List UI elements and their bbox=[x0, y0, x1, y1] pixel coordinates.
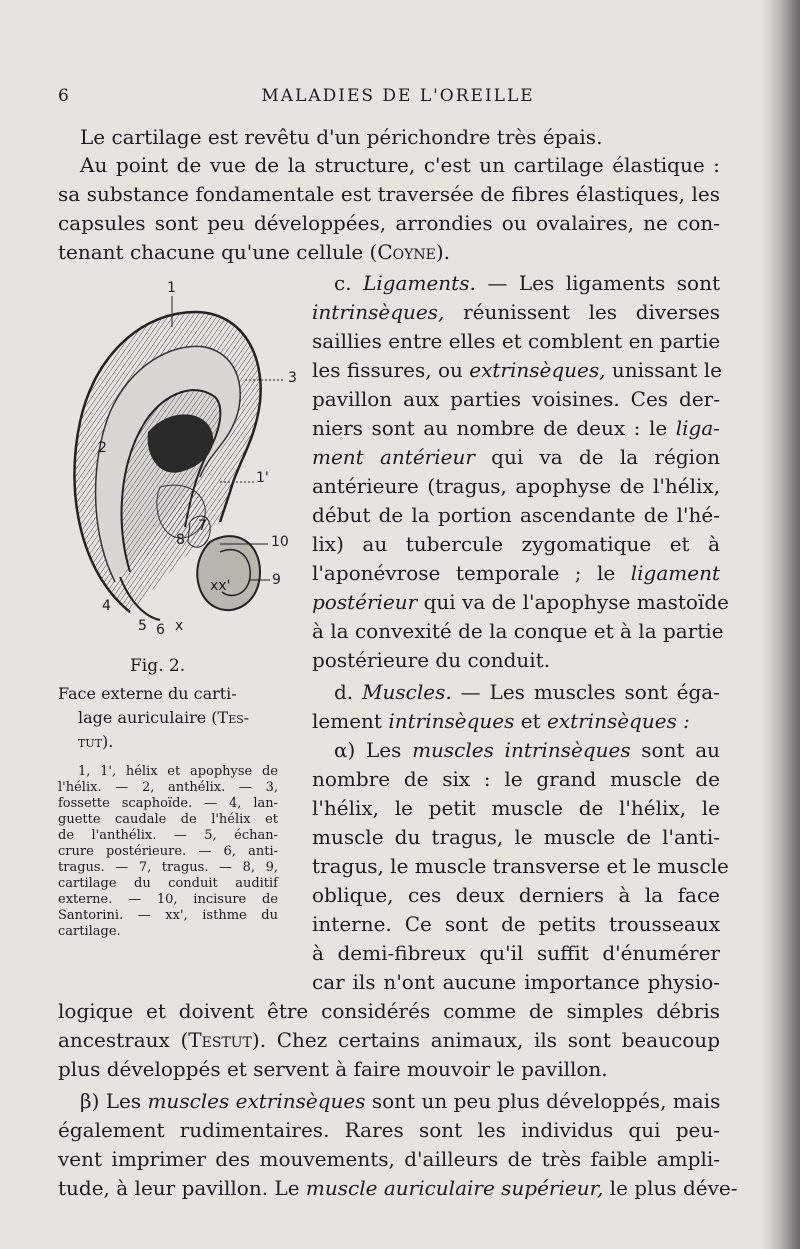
text-line: à la convexité de la conque et à la partie bbox=[312, 619, 724, 643]
text-line: Au point de vue de la structure, c'est un cartilage élastique : bbox=[80, 153, 720, 177]
running-title: MALADIES DE L'OREILLE bbox=[261, 86, 535, 106]
text-line: lement intrinsèques et extrinsèques : bbox=[312, 709, 690, 733]
text-line: ancestraux (Testut). Chez certains animaux, ils sont beaucoup bbox=[58, 1028, 720, 1052]
figure-label: 2 bbox=[98, 440, 107, 456]
figure-label: 3 bbox=[288, 370, 297, 386]
text-line: capsules sont peu développées, arrondies ou ovalaires, ne con- bbox=[58, 211, 720, 235]
figure-label: 9 bbox=[272, 572, 281, 588]
text-line: postérieur qui va de l'apophyse mastoïde bbox=[312, 590, 729, 614]
figure-label: 7 bbox=[198, 518, 207, 534]
text-line: antérieure (tragus, apophyse de l'hélix, bbox=[312, 474, 720, 498]
text-line: tragus, le muscle transverse et le muscle bbox=[312, 854, 729, 878]
book-spine-shadow bbox=[762, 0, 800, 1249]
text-line: nombre de six : le grand muscle de bbox=[312, 767, 720, 791]
figure-label: xx' bbox=[210, 578, 231, 594]
text-line: début de la portion ascendante de l'hé- bbox=[312, 503, 720, 527]
figure-legend-line: fossette scaphoïde. — 4, lan- bbox=[58, 796, 278, 811]
figure-label: 1 bbox=[167, 280, 176, 296]
text-line: interne. Ce sont de petits trousseaux bbox=[312, 912, 720, 936]
text-line: β) Les muscles extrinsèques sont un peu plus développés, mais bbox=[80, 1089, 721, 1113]
text-line: plus développés et servent à faire mouvoir le pavillon. bbox=[58, 1057, 608, 1081]
text-line: également rudimentaires. Rares sont les individus qui peu- bbox=[58, 1118, 720, 1142]
text-line: intrinsèques, réunissent les diverses bbox=[312, 300, 720, 324]
ear-cartilage-figure bbox=[60, 282, 310, 662]
text-line: tude, à leur pavillon. Le muscle auriculaire supérieur, le plus déve- bbox=[58, 1176, 738, 1200]
figure-legend-line: tragus. — 7, tragus. — 8, 9, bbox=[58, 860, 278, 875]
text-line: l'hélix, le petit muscle de l'hélix, le bbox=[312, 796, 720, 820]
figure-label: 1' bbox=[256, 470, 269, 486]
figure-legend-line: cartilage du conduit auditif bbox=[58, 876, 278, 891]
figure-caption: lage auriculaire (Tes- bbox=[78, 708, 250, 727]
text-line: à demi-fibreux qu'il suffit d'énumérer bbox=[312, 941, 720, 965]
text-line: c. Ligaments. — Les ligaments sont bbox=[334, 271, 720, 295]
figure-label: 5 bbox=[138, 618, 147, 634]
text-line: d. Muscles. — Les muscles sont éga- bbox=[334, 680, 720, 704]
text-line: Le cartilage est revêtu d'un périchondre très épais. bbox=[80, 125, 603, 149]
figure-label: 10 bbox=[271, 534, 289, 550]
figure-legend-line: de l'anthélix. — 5, échan- bbox=[58, 828, 278, 843]
figure-legend-line: externe. — 10, incisure de bbox=[58, 892, 278, 907]
text-line: postérieure du conduit. bbox=[312, 648, 551, 672]
figure-legend-line: 1, 1', hélix et apophyse de bbox=[78, 764, 278, 779]
text-line: sa substance fondamentale est traversée de fibres élastiques, les bbox=[58, 182, 720, 206]
text-line: lix) au tubercule zygomatique et à bbox=[312, 532, 720, 556]
figure-label: 8 bbox=[176, 532, 185, 548]
text-line: vent imprimer des mouvements, d'ailleurs de très faible ampli- bbox=[58, 1147, 720, 1171]
running-head bbox=[58, 86, 738, 108]
figure-legend-line: crure postérieure. — 6, anti- bbox=[58, 844, 278, 859]
text-line: tenant chacune qu'une cellule (Coyne). bbox=[58, 240, 451, 264]
text-line: muscle du tragus, le muscle de l'anti- bbox=[312, 825, 720, 849]
figure-caption-title: Fig. 2. bbox=[130, 656, 186, 676]
author-name: Coyne bbox=[377, 240, 436, 264]
figure-legend-line: Santorini. — xx', isthme du bbox=[58, 908, 278, 923]
text-line: α) Les muscles intrinsèques sont au bbox=[334, 738, 720, 762]
text-line: pavillon aux parties voisines. Ces der- bbox=[312, 387, 720, 411]
ear-cartilage-illustration bbox=[60, 282, 310, 662]
page-number: 6 bbox=[58, 86, 71, 106]
figure-label: x bbox=[175, 618, 184, 634]
text-line: oblique, ces deux derniers à la face bbox=[312, 883, 720, 907]
figure-caption: tut). bbox=[78, 732, 114, 751]
text-line: car ils n'ont aucune importance physio- bbox=[312, 970, 720, 994]
author-name: Testut bbox=[188, 1028, 252, 1052]
figure-label: 4 bbox=[102, 598, 111, 614]
figure-legend-line: l'hélix. — 2, anthélix. — 3, bbox=[58, 780, 278, 795]
text-line: ment antérieur qui va de la région bbox=[312, 445, 720, 469]
text-line: l'aponévrose temporale ; le ligament bbox=[312, 561, 720, 585]
text-line: les fissures, ou extrinsèques, unissant le bbox=[312, 358, 722, 382]
figure-legend-line: cartilage. bbox=[58, 924, 121, 939]
figure-label: 6 bbox=[156, 622, 165, 638]
text-line: logique et doivent être considérés comme de simples débris bbox=[58, 999, 720, 1023]
figure-legend-line: guette caudale de l'hélix et bbox=[58, 812, 278, 827]
text-line: niers sont au nombre de deux : le liga- bbox=[312, 416, 720, 440]
text-line: saillies entre elles et comblent en partie bbox=[312, 329, 721, 353]
figure-caption: Face externe du carti- bbox=[58, 684, 237, 703]
